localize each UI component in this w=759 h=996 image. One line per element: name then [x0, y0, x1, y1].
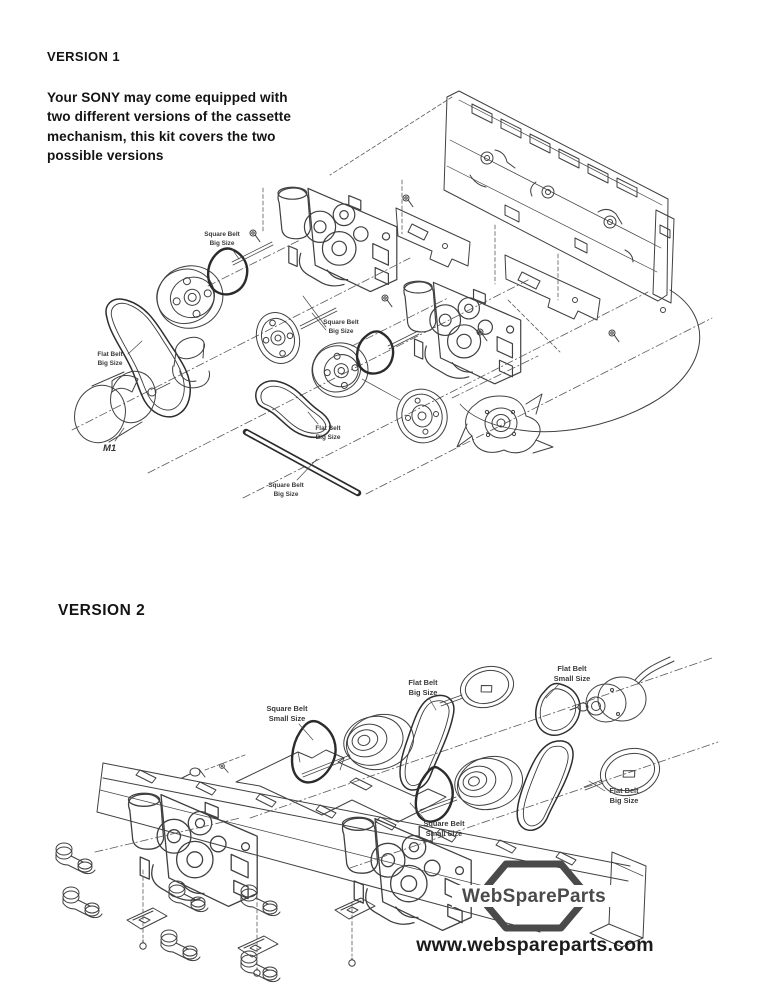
- svg-text:M1: M1: [103, 443, 117, 454]
- square-belt-small-bottom: [416, 767, 453, 821]
- pulley-disc-center: [249, 306, 306, 369]
- pinch-roller: [241, 885, 280, 916]
- square-belt-big-top: [208, 248, 247, 294]
- svg-text:Square Belt: Square Belt: [323, 319, 359, 326]
- rotor-with-wings: [457, 394, 553, 453]
- mechanism-assembly-2: [404, 281, 521, 384]
- svg-text:Big Size: Big Size: [328, 328, 354, 335]
- label-flat-belt-big-right: [589, 781, 639, 805]
- coupling-piece: [172, 333, 209, 387]
- label-square-belt-mid: [303, 296, 360, 335]
- screw: [380, 294, 395, 307]
- pinch-roller: [169, 881, 208, 912]
- mounting-plate: [238, 936, 278, 957]
- flat-belt-small: [536, 683, 580, 735]
- svg-text:Big Size: Big Size: [273, 491, 299, 498]
- screw: [248, 229, 263, 242]
- label-square-belt-small-bottom: [410, 803, 465, 838]
- description-line-3: mechanism, this kit covers the two: [47, 128, 276, 144]
- svg-text:Small Size: Small Size: [553, 674, 591, 683]
- svg-text:Flat Belt: Flat Belt: [557, 664, 587, 673]
- svg-text:Square Belt: Square Belt: [268, 482, 304, 489]
- screw: [401, 194, 416, 207]
- pinch-roller: [161, 930, 200, 961]
- screw: [607, 329, 622, 342]
- svg-text:Big Size: Big Size: [97, 360, 123, 367]
- version2-diagram: [56, 657, 718, 982]
- pinch-roller: [56, 843, 95, 874]
- small-pulley: [456, 660, 519, 713]
- pinch-roller: [63, 887, 102, 918]
- bracket-plate-upper: [396, 208, 470, 267]
- mounting-plate: [127, 908, 167, 929]
- drum-pulley-2: [449, 749, 529, 818]
- mechanism-assembly-1: [278, 187, 397, 291]
- svg-text:Flat Belt: Flat Belt: [609, 786, 639, 795]
- flywheel-left: [149, 257, 231, 336]
- svg-text:Small Size: Small Size: [268, 714, 306, 723]
- svg-text:Big Size: Big Size: [315, 434, 341, 441]
- svg-text:Big Size: Big Size: [408, 688, 438, 697]
- label-flat-belt-big-top: [408, 678, 438, 710]
- mounting-plate: [335, 898, 375, 919]
- svg-text:Square Belt: Square Belt: [204, 231, 240, 238]
- motor-m1: [67, 365, 170, 449]
- label-flat-belt-left: [97, 341, 142, 367]
- svg-text:Big Size: Big Size: [209, 240, 235, 247]
- version1-heading: VERSION 1: [47, 49, 120, 64]
- screw: [475, 328, 490, 341]
- svg-text:Flat Belt: Flat Belt: [315, 425, 341, 432]
- version2-heading: VERSION 2: [58, 602, 146, 619]
- square-belt-big-mid: [357, 331, 393, 373]
- description-line-2: two different versions of the cassette: [47, 109, 292, 125]
- label-square-belt-top: [204, 231, 240, 259]
- rear-chassis-panel: [444, 91, 700, 432]
- svg-text:Flat Belt: Flat Belt: [97, 351, 123, 358]
- description-line-4: possible versions: [47, 147, 164, 163]
- label-square-belt-small-top: [266, 704, 313, 740]
- website-url: www.webspareparts.com: [416, 934, 654, 956]
- logo-text: WebSpareParts: [462, 886, 606, 907]
- description-line-1: Your SONY may come equipped with: [47, 90, 288, 105]
- version1-diagram: [67, 91, 712, 498]
- pinch-roller: [241, 951, 280, 982]
- svg-text:Small Size: Small Size: [425, 829, 463, 838]
- svg-text:Big Size: Big Size: [609, 796, 639, 805]
- svg-text:Square Belt: Square Belt: [266, 704, 308, 713]
- svg-text:Flat Belt: Flat Belt: [408, 678, 438, 687]
- svg-text:Square Belt: Square Belt: [423, 819, 465, 828]
- flat-belt-big-2: [517, 741, 573, 830]
- bracket-plate-right: [505, 255, 600, 320]
- pulley-disc-right: [391, 383, 454, 449]
